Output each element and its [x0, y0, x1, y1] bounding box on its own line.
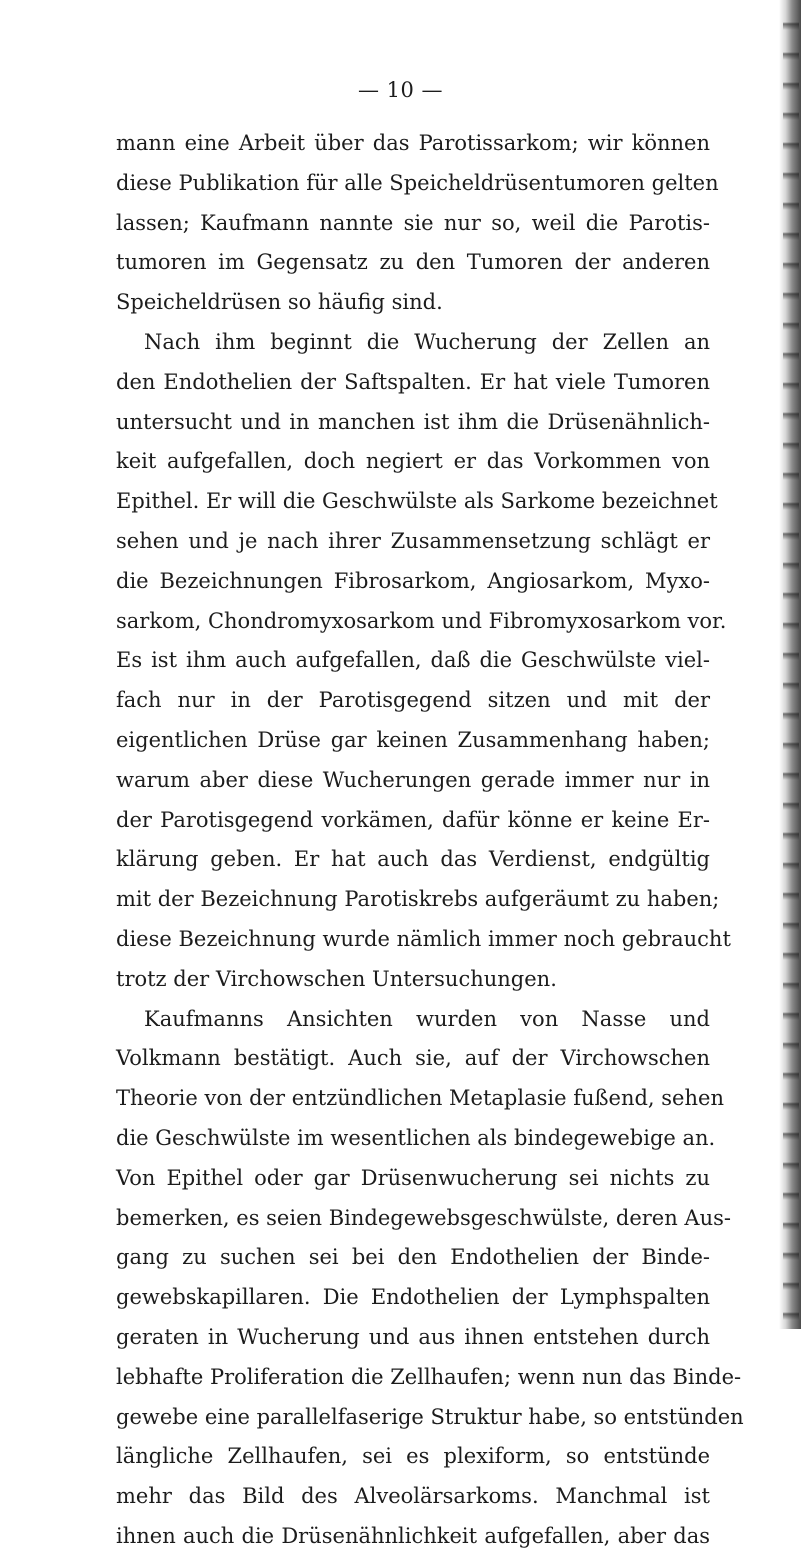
text-line: die Bezeichnungen Fibrosarkom, Angiosarkom, Myxo-: [116, 568, 710, 593]
text-line: gewebskapillaren. Die Endothelien der Lymphspalten: [116, 1285, 710, 1310]
text-line: der Parotisgegend vorkämen, dafür könne er keine Er-: [116, 807, 710, 832]
text-line: Speicheldrüsen so häufig sind.: [116, 290, 443, 315]
text-line: die Geschwülste im wesentlichen als bindegewebige an.: [116, 1125, 716, 1150]
text-line: diese Bezeichnung wurde nämlich immer noch gebraucht: [116, 926, 731, 951]
text-line: eigentlichen Drüse gar keinen Zusammenhang haben;: [116, 727, 710, 752]
text-line: diese Publikation für alle Speicheldrüsentumoren gelten: [116, 170, 719, 195]
text-line: den Endothelien der Saftspalten. Er hat viele Tumoren: [116, 369, 710, 394]
text-line: warum aber diese Wucherungen gerade immer nur in: [116, 767, 710, 792]
text-line: Von Epithel oder gar Drüsenwucherung sei nichts zu: [116, 1165, 710, 1190]
text-line: lebhafte Proliferation die Zellhaufen; wenn nun das Binde-: [116, 1364, 742, 1389]
text-line: Theorie von der entzündlichen Metaplasie fußend, sehen: [116, 1086, 724, 1111]
text-line: keit aufgefallen, doch negiert er das Vorkommen von: [116, 449, 710, 474]
text-line: sarkom, Chondromyxosarkom und Fibromyxosarkom vor.: [116, 608, 727, 633]
text-line: lassen; Kaufmann nannte sie nur so, weil die Parotis-: [116, 210, 710, 235]
text-line: mit der Bezeichnung Parotiskrebs aufgeräumt zu haben;: [116, 887, 720, 912]
text-line: sehen und je nach ihrer Zusammensetzung schlägt er: [116, 528, 710, 553]
text-line: gang zu suchen sei bei den Endothelien der Binde-: [116, 1245, 710, 1270]
text-line: Es ist ihm auch aufgefallen, daß die Geschwülste viel-: [116, 648, 710, 673]
text-line: ihnen auch die Drüsenähnlichkeit aufgefallen, aber das: [116, 1523, 710, 1548]
text-line: mann eine Arbeit über das Parotissarkom; wir können: [116, 131, 710, 155]
text-line: klärung geben. Er hat auch das Verdienst, endgültig: [116, 847, 710, 872]
text-line: bemerken, es seien Bindegewebsgeschwülste, deren Aus-: [116, 1205, 731, 1230]
text-line: Nach ihm beginnt die Wucherung der Zellen an: [144, 329, 710, 354]
text-line: längliche Zellhaufen, sei es plexiform, so entstünde: [116, 1444, 710, 1469]
text-line: untersucht und in manchen ist ihm die Drüsenähnlich-: [116, 409, 710, 434]
body-text: [116, 124, 744, 1557]
text-line: fach nur in der Parotisgegend sitzen und mit der: [116, 688, 710, 713]
text-line: geraten in Wucherung und aus ihnen entstehen durch: [116, 1324, 710, 1349]
text-line: Volkmann bestätigt. Auch sie, auf der Virchowschen: [116, 1046, 710, 1071]
text-line: mehr das Bild des Alveolärsarkoms. Manchmal ist: [116, 1484, 710, 1509]
text-line: tumoren im Gegensatz zu den Tumoren der anderen: [116, 250, 710, 275]
text-line: trotz der Virchowschen Untersuchungen.: [116, 966, 557, 991]
page-edge-texture: [783, 0, 799, 1329]
page-number: — 10 —: [357, 78, 444, 102]
text-line: gewebe eine parallelfaserige Struktur habe, so entstünden: [116, 1404, 744, 1429]
text-line: Epithel. Er will die Geschwülste als Sarkome bezeichnet: [116, 489, 718, 514]
text-line: Kaufmanns Ansichten wurden von Nasse und: [144, 1006, 710, 1031]
